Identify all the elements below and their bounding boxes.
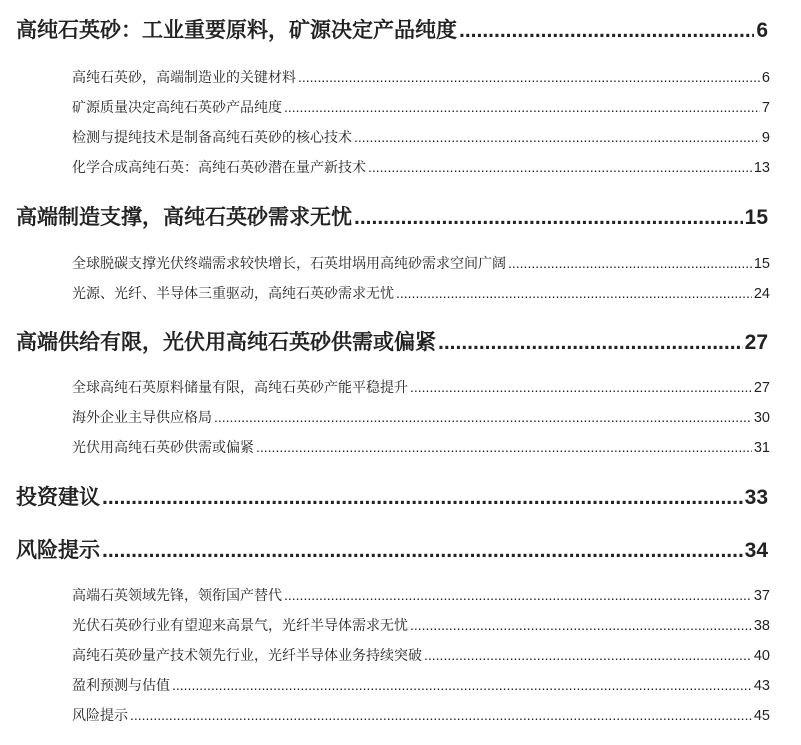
toc-entry-subsection[interactable] [72,645,770,665]
toc-entry-page: 43 [753,678,770,694]
toc-entry-title: 风险提示 [16,537,100,562]
toc-entry-subsection[interactable] [72,615,770,635]
toc-entry-page: 45 [753,708,770,724]
toc-entry-title: 光源、光纤、半导体三重驱动，高纯石英砂需求无忧 [72,286,394,302]
toc-entry-page: 33 [744,486,768,509]
toc-entry-title: 投资建议 [16,484,100,509]
toc-dot-leader [214,409,752,426]
toc-entry-subsection[interactable] [72,253,770,273]
toc-entry-title: 高端供给有限，光伏用高纯石英砂供需或偏紧 [16,329,436,354]
toc-dot-leader [354,129,760,146]
toc-entry-page: 7 [761,100,770,116]
toc-entry-page: 27 [744,331,768,354]
toc-entry-title: 化学合成高纯石英：高纯石英砂潜在量产新技术 [72,160,366,176]
toc-entry-title: 检测与提纯技术是制备高纯石英砂的核心技术 [72,130,352,146]
toc-dot-leader [354,204,743,230]
toc-entry-page: 40 [753,648,770,664]
toc-entry-subsection[interactable] [72,377,770,397]
toc-dot-leader [410,617,752,634]
toc-entry-section[interactable] [16,201,768,231]
toc-entry-title: 风险提示 [72,708,128,724]
toc-dot-leader [368,159,752,176]
toc-entry-page: 24 [753,286,770,302]
toc-dot-leader [438,329,743,355]
toc-entry-section[interactable] [16,326,768,356]
toc-entry-section[interactable] [16,14,768,44]
toc-entry-title: 全球高纯石英原料储量有限，高纯石英砂产能平稳提升 [72,380,408,396]
toc-entry-page: 30 [753,410,770,426]
toc-entry-title: 矿源质量决定高纯石英砂产品纯度 [72,100,282,116]
toc-entry-page: 9 [761,130,770,146]
toc-entry-page: 34 [744,539,768,562]
toc-dot-leader [172,677,752,694]
toc-entry-subsection[interactable] [72,675,770,695]
toc-dot-leader [459,17,754,43]
toc-dot-leader [424,647,752,664]
toc-entry-page: 27 [753,380,770,396]
toc-entry-page: 6 [761,70,770,86]
toc-entry-title: 高端制造支撑，高纯石英砂需求无忧 [16,204,352,229]
toc-entry-title: 盈利预测与估值 [72,678,170,694]
toc-entry-subsection[interactable] [72,407,770,427]
toc-entry-page: 13 [753,160,770,176]
toc-dot-leader [256,439,752,456]
toc-dot-leader [284,587,752,604]
toc-entry-title: 高纯石英砂：工业重要原料，矿源决定产品纯度 [16,17,457,42]
toc-entry-page: 31 [753,440,770,456]
toc-dot-leader [102,537,743,563]
toc-dot-leader [284,99,760,116]
toc-dot-leader [508,255,752,272]
toc-dot-leader [396,285,752,302]
toc-entry-subsection[interactable] [72,437,770,457]
toc-dot-leader [298,69,760,86]
toc-entry-subsection[interactable] [72,283,770,303]
toc-dot-leader [102,484,743,510]
toc-entry-section[interactable] [16,534,768,564]
toc-entry-title: 高纯石英砂量产技术领先行业，光纤半导体业务持续突破 [72,648,422,664]
toc-entry-page: 37 [753,588,770,604]
toc-entry-page: 15 [753,256,770,272]
toc-entry-subsection[interactable] [72,157,770,177]
toc-entry-title: 光伏用高纯石英砂供需或偏紧 [72,440,254,456]
toc-dot-leader [130,707,752,724]
toc-entry-title: 全球脱碳支撑光伏终端需求较快增长，石英坩埚用高纯砂需求空间广阔 [72,256,506,272]
toc-entry-subsection[interactable] [72,705,770,725]
toc-entry-section[interactable] [16,481,768,511]
toc-entry-subsection[interactable] [72,127,770,147]
toc-entry-title: 高端石英领域先锋，领衔国产替代 [72,588,282,604]
toc-entry-page: 38 [753,618,770,634]
toc-entry-subsection[interactable] [72,97,770,117]
toc-entry-page: 15 [744,206,768,229]
toc-entry-title: 光伏石英砂行业有望迎来高景气，光纤半导体需求无忧 [72,618,408,634]
toc-entry-subsection[interactable] [72,585,770,605]
toc-dot-leader [410,379,752,396]
toc-entry-title: 高纯石英砂，高端制造业的关键材料 [72,70,296,86]
toc-entry-title: 海外企业主导供应格局 [72,410,212,426]
toc-entry-subsection[interactable] [72,67,770,87]
toc-entry-page: 6 [756,19,768,42]
